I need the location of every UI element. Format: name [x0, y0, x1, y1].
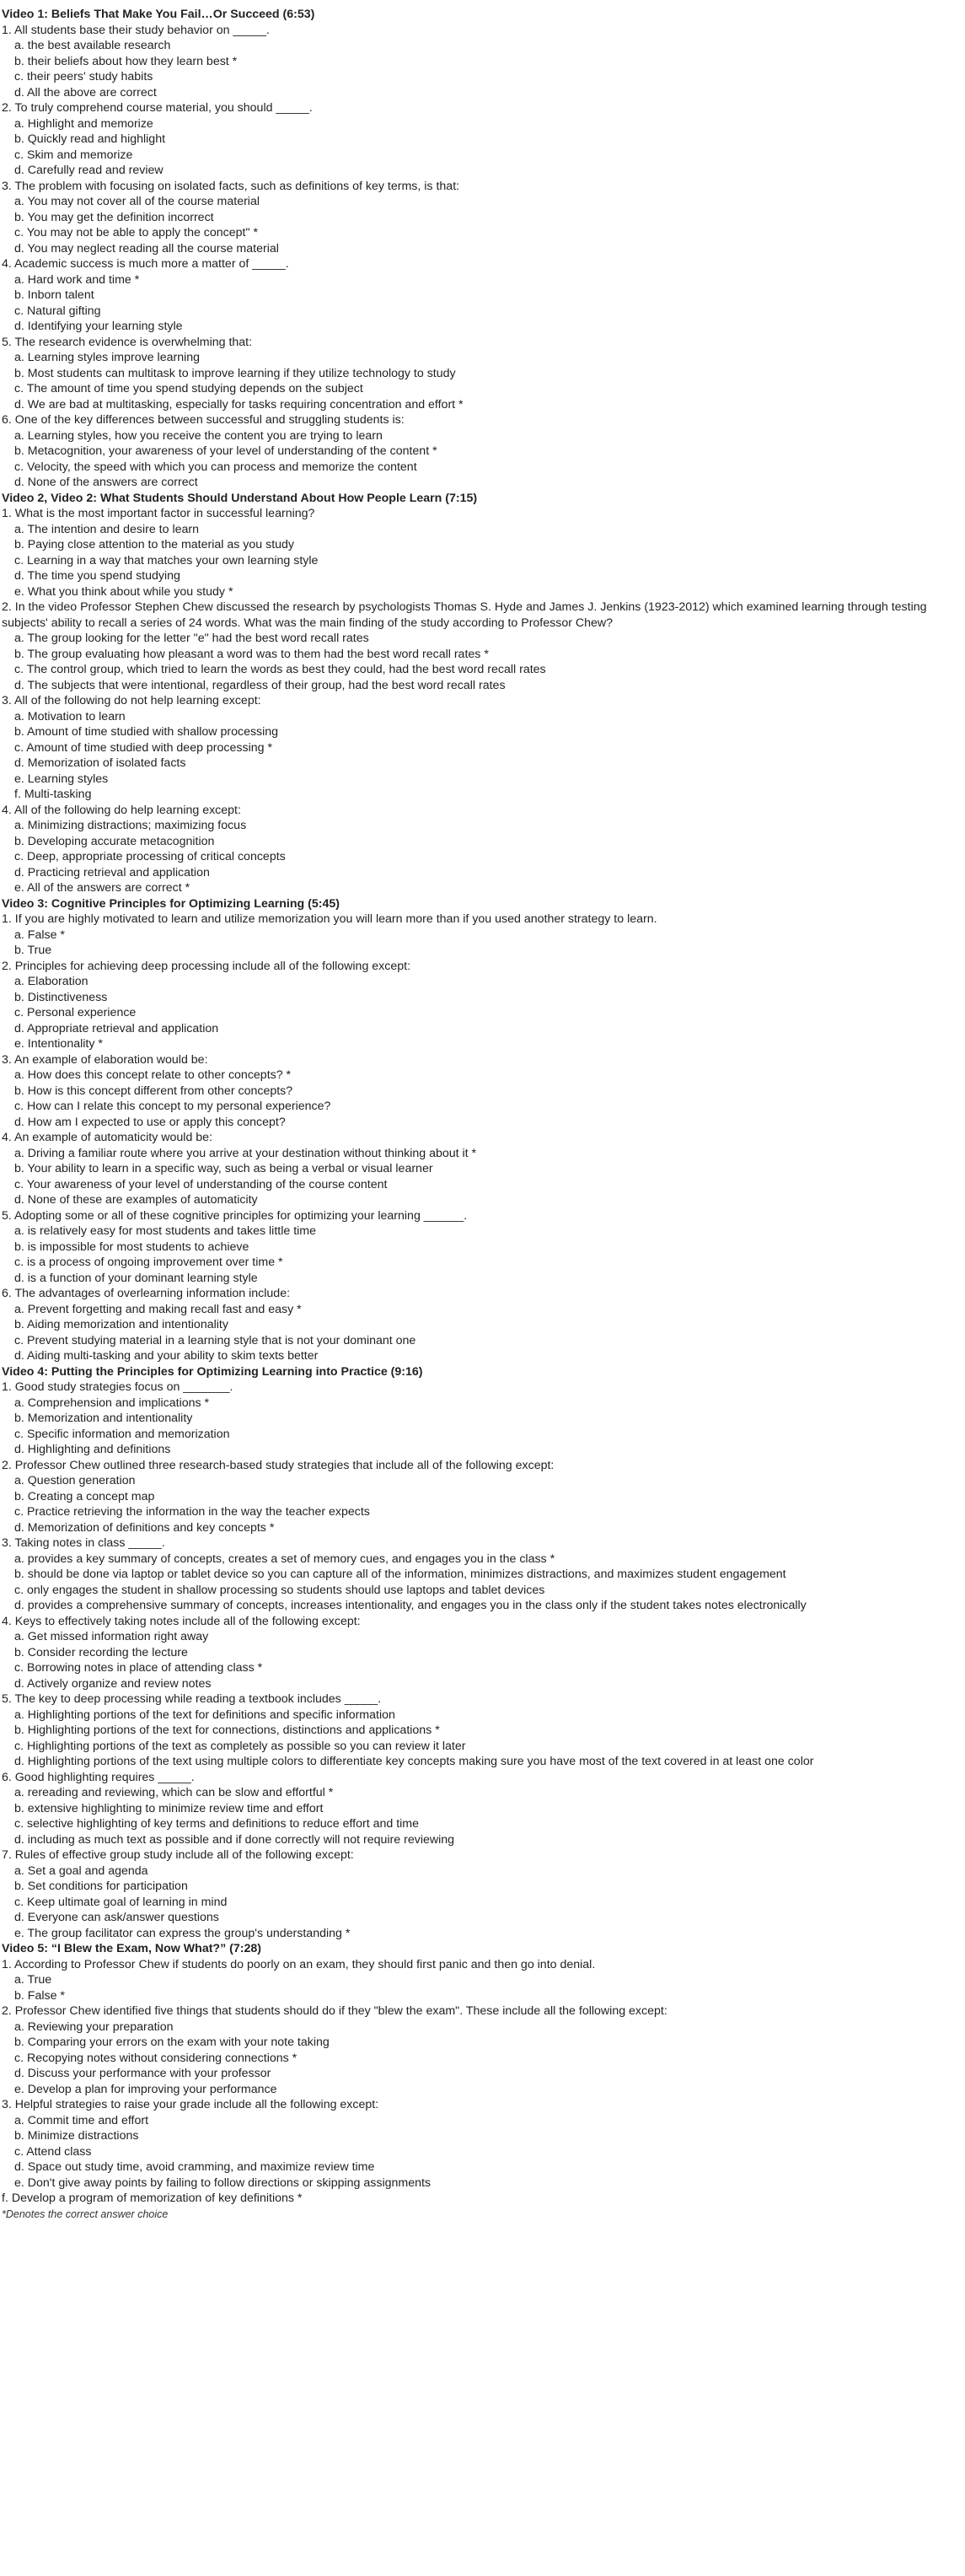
question-text: 1. All students base their study behavior on _____. [2, 23, 270, 37]
answer-choice: d. Discuss your performance with your professor [14, 2067, 271, 2080]
answer-choice: a. Comprehension and implications * [14, 1396, 210, 1410]
footnote: *Denotes the correct answer choice [2, 2208, 169, 2220]
answer-choice: a. Get missed information right away [14, 1630, 209, 1643]
answer-choice: b. Memorization and intentionality [14, 1412, 193, 1425]
answer-choice: b. Consider recording the lecture [14, 1645, 188, 1659]
answer-choice: b. Minimize distractions [14, 2129, 139, 2143]
answer-choice: b. extensive highlighting to minimize review time and effort [14, 1801, 324, 1815]
question-text: 4. Keys to effectively taking notes include all of the following except: [2, 1614, 361, 1628]
answer-choice: b. Inborn talent [14, 288, 94, 302]
answer-choice: b. You may get the definition incorrect [14, 210, 214, 224]
answer-choice: c. their peers' study habits [14, 70, 153, 83]
answer-choice: b. Quickly read and highlight [14, 132, 166, 146]
answer-choice: c. Learning in a way that matches your own learning style [14, 553, 319, 567]
answer-choice: c. You may not be able to apply the concept" * [14, 226, 258, 239]
answer-choice: c. only engages the student in shallow processing so students should use laptops and tablet devices [14, 1583, 545, 1597]
answer-choice: a. The intention and desire to learn [14, 522, 200, 536]
answer-choice: a. Learning styles improve learning [14, 351, 201, 364]
answer-choice: c. Keep ultimate goal of learning in mind [14, 1895, 228, 1909]
answer-choice: c. Specific information and memorization [14, 1427, 230, 1441]
answer-choice: d. Memorization of definitions and key concepts * [14, 1520, 275, 1535]
answer-choice: d. Carefully read and review [14, 164, 164, 177]
question-text: 4. All of the following do help learning except: [2, 803, 241, 817]
question-text: 6. The advantages of overlearning information include: [2, 1287, 291, 1300]
answer-choice: a. Elaboration [14, 975, 88, 988]
question-text: 3. Helpful strategies to raise your grade include all the following except: [2, 2098, 379, 2111]
answer-choice: a. Learning styles, how you receive the content you are trying to learn [14, 428, 383, 443]
answer-choice: b. is impossible for most students to achieve [14, 1240, 249, 1254]
question-text: 3. An example of elaboration would be: [2, 1052, 208, 1067]
answer-choice: c. Deep, appropriate processing of critical concepts [14, 850, 286, 863]
answer-choice: d. Highlighting portions of the text using multiple colors to differentiate key concepts making sure you have most of the text covered in at least one color [14, 1755, 814, 1768]
section-title: Video 2, Video 2: What Students Should Understand About How People Learn (7:15) [2, 491, 478, 505]
answer-choice: a. Set a goal and agenda [14, 1863, 148, 1878]
section-title: Video 1: Beliefs That Make You Fail…Or Succeed (6:53) [2, 8, 315, 21]
answer-choice: b. Creating a concept map [14, 1489, 155, 1503]
answer-choice: e. Don't give away points by failing to follow directions or skipping assignments [14, 2175, 432, 2190]
answer-choice: b. Distinctiveness [14, 990, 108, 1004]
question-text: 2. Principles for achieving deep processing include all of the following except: [2, 959, 411, 973]
answer-choice: c. Velocity, the speed with which you can process and memorize the content [14, 460, 417, 474]
answer-choice: d. including as much text as possible and if done correctly will not require reviewing [14, 1832, 455, 1847]
answer-choice: a. is relatively easy for most students and takes little time [14, 1224, 316, 1238]
section-title: Video 3: Cognitive Principles for Optimizing Learning (5:45) [2, 896, 340, 911]
answer-choice: a. How does this concept relate to other concepts? * [14, 1068, 292, 1082]
answer-choice: c. Borrowing notes in place of attending class * [14, 1661, 263, 1675]
answer-choice: b. Metacognition, your awareness of your level of understanding of the content * [14, 444, 437, 458]
answer-choice: d. You may neglect reading all the course material [14, 241, 279, 255]
answer-choice: c. Recopying notes without considering connections * [14, 2051, 298, 2065]
answer-choice: c. How can I relate this concept to my personal experience? [14, 1100, 331, 1113]
answer-choice: d. Highlighting and definitions [14, 1443, 171, 1456]
question-text: 3. Taking notes in class _____. [2, 1536, 165, 1550]
answer-choice: a. Hard work and time * [14, 272, 140, 287]
answer-choice: e. Develop a plan for improving your performance [14, 2082, 277, 2096]
answer-choice: d. None of these are examples of automaticity [14, 1193, 258, 1207]
answer-choice: a. Highlighting portions of the text for definitions and specific information [14, 1707, 395, 1722]
answer-choice: a. Question generation [14, 1474, 136, 1487]
answer-choice: c. Personal experience [14, 1006, 137, 1019]
answer-choice: e. The group facilitator can express the group's understanding * [14, 1926, 351, 1940]
answer-choice: b. Highlighting portions of the text for connections, distinctions and applications * [14, 1724, 440, 1737]
answer-choice: a. Motivation to learn [14, 709, 126, 723]
question-text: 2. In the video Professor Stephen Chew discussed the research by psychologists Thomas S. Hyde and James J. Jenkins (1923-2012) which examined learning through testing subjects' ability to recall a series of 24 words. What was the main finding of the study according to Professor Chew? [2, 600, 927, 630]
answer-choice: c. Prevent studying material in a learning style that is not your dominant one [14, 1333, 416, 1347]
answer-choice: d. provides a comprehensive summary of concepts, increases intentionality, and engages you in the class only if the student takes notes electronically [14, 1599, 807, 1612]
answer-choice: d. Space out study time, avoid cramming, and maximize review time [14, 2160, 375, 2174]
answer-choice: d. The subjects that were intentional, regardless of their group, had the best word recall rates [14, 678, 506, 692]
answer-choice: a. rereading and reviewing, which can be slow and effortful * [14, 1786, 334, 1799]
answer-choice: a. Reviewing your preparation [14, 2019, 174, 2034]
question-text: 2. Professor Chew identified five things that students should do if they "blew the exam". These include all the following except: [2, 2004, 667, 2018]
question-text: 6. One of the key differences between successful and struggling students is: [2, 413, 405, 427]
answer-choice: c. Attend class [14, 2144, 92, 2159]
answer-choice: a. Prevent forgetting and making recall fast and easy * [14, 1302, 302, 1316]
answer-choice: c. Amount of time studied with deep processing * [14, 740, 272, 755]
question-text: 4. Academic success is much more a matter of _____. [2, 257, 289, 271]
answer-choice: b. True [14, 944, 52, 957]
answer-choice: f. Multi-tasking [14, 788, 92, 801]
question-text: 3. All of the following do not help learning except: [2, 694, 261, 707]
question-text: 2. To truly comprehend course material, you should _____. [2, 101, 313, 115]
question-text: 5. Adopting some or all of these cognitive principles for optimizing your learning ______. [2, 1208, 468, 1223]
answer-choice: a. True [14, 1973, 52, 1987]
answer-choice: a. Driving a familiar route where you arrive at your destination without thinking about it * [14, 1146, 477, 1160]
answer-choice: d. Memorization of isolated facts [14, 756, 186, 770]
answer-choice: d. Practicing retrieval and application [14, 865, 210, 879]
answer-choice: b. Developing accurate metacognition [14, 834, 215, 848]
answer-choice: a. provides a key summary of concepts, creates a set of memory cues, and engages you in the class * [14, 1552, 555, 1566]
answer-choice: e. What you think about while you study * [14, 584, 233, 599]
answer-choice: d. Appropriate retrieval and application [14, 1021, 219, 1035]
question-text: 5. The key to deep processing while reading a textbook includes _____. [2, 1692, 382, 1706]
quiz-document [0, 7, 957, 2222]
answer-choice: d. Everyone can ask/answer questions [14, 1911, 219, 1924]
question-text: 5. The research evidence is overwhelming that: [2, 335, 253, 349]
section-title: Video 4: Putting the Principles for Optimizing Learning into Practice (9:16) [2, 1364, 423, 1379]
answer-choice: b. False * [14, 1988, 65, 2003]
answer-choice: b. Your ability to learn in a specific way, such as being a verbal or visual learner [14, 1162, 433, 1175]
question-text: 6. Good highlighting requires _____. [2, 1770, 195, 1784]
answer-choice: a. Minimizing distractions; maximizing focus [14, 819, 247, 832]
answer-choice: a. False * [14, 928, 65, 942]
answer-choice: e. Intentionality * [14, 1037, 103, 1051]
answer-choice: c. Highlighting portions of the text as completely as possible so you can review it later [14, 1739, 466, 1753]
question-text: 4. An example of automaticity would be: [2, 1131, 212, 1144]
answer-choice: d. We are bad at multitasking, especially for tasks requiring concentration and effort * [14, 397, 464, 411]
answer-choice: d. Identifying your learning style [14, 320, 183, 333]
answer-choice: b. Most students can multitask to improve learning if they utilize technology to study [14, 366, 456, 380]
answer-choice: c. Skim and memorize [14, 148, 133, 162]
question-text: 7. Rules of effective group study include all of the following except: [2, 1848, 354, 1862]
answer-choice: b. Amount of time studied with shallow processing [14, 725, 279, 739]
answer-choice: b. How is this concept different from other concepts? [14, 1084, 293, 1098]
answer-choice: a. the best available research [14, 39, 171, 52]
answer-choice: a. You may not cover all of the course material [14, 195, 260, 208]
answer-choice: c. is a process of ongoing improvement over time * [14, 1256, 283, 1269]
answer-choice: f. Develop a program of memorization of key definitions * [2, 2191, 303, 2205]
question-text: 1. According to Professor Chew if students do poorly on an exam, they should first panic and then go into denial. [2, 1957, 596, 1971]
answer-choice: c. The control group, which tried to learn the words as best they could, had the best word recall rates [14, 663, 546, 676]
answer-choice: b. should be done via laptop or tablet device so you can capture all of the information, minimizes distractions, and maximizes student engagement [14, 1568, 786, 1581]
question-text: 2. Professor Chew outlined three research-based study strategies that include all of the following except: [2, 1458, 555, 1472]
answer-choice: b. The group evaluating how pleasant a word was to them had the best word recall rates * [14, 647, 489, 661]
answer-choice: d. is a function of your dominant learning style [14, 1271, 258, 1285]
answer-choice: b. Comparing your errors on the exam with your note taking [14, 2036, 330, 2049]
answer-choice: e. Learning styles [14, 772, 109, 786]
answer-choice: b. Set conditions for participation [14, 1880, 188, 1893]
section-title: Video 5: “I Blew the Exam, Now What?” (7:28) [2, 1942, 261, 1955]
answer-choice: c. Your awareness of your level of understanding of the course content [14, 1177, 388, 1191]
answer-choice: d. None of the answers are correct [14, 476, 198, 489]
answer-choice: d. How am I expected to use or apply this concept? [14, 1115, 286, 1129]
answer-choice: d. All the above are correct [14, 85, 157, 99]
question-text: 1. Good study strategies focus on _______. [2, 1380, 233, 1394]
question-text: 1. What is the most important factor in successful learning? [2, 507, 315, 520]
answer-choice: d. The time you spend studying [14, 569, 180, 583]
answer-choice: c. Practice retrieving the information in the way the teacher expects [14, 1505, 370, 1519]
answer-choice: b. Paying close attention to the material as you study [14, 538, 295, 551]
answer-choice: c. The amount of time you spend studying depends on the subject [14, 382, 363, 395]
answer-choice: a. The group looking for the letter "e" had the best word recall rates [14, 632, 369, 645]
answer-choice: a. Highlight and memorize [14, 116, 153, 131]
answer-choice: c. Natural gifting [14, 304, 101, 318]
answer-choice: d. Aiding multi-tasking and your ability to skim texts better [14, 1349, 319, 1363]
answer-choice: e. All of the answers are correct * [14, 881, 190, 895]
answer-choice: a. Commit time and effort [14, 2113, 149, 2127]
question-text: 1. If you are highly motivated to learn and utilize memorization you will learn more than if you used another strategy to learn. [2, 912, 657, 926]
answer-choice: c. selective highlighting of key terms and definitions to reduce effort and time [14, 1817, 420, 1831]
answer-choice: b. Aiding memorization and intentionality [14, 1318, 228, 1331]
question-text: 3. The problem with focusing on isolated facts, such as definitions of key terms, is that: [2, 179, 460, 193]
answer-choice: d. Actively organize and review notes [14, 1676, 212, 1691]
answer-choice: b. their beliefs about how they learn best * [14, 54, 238, 68]
